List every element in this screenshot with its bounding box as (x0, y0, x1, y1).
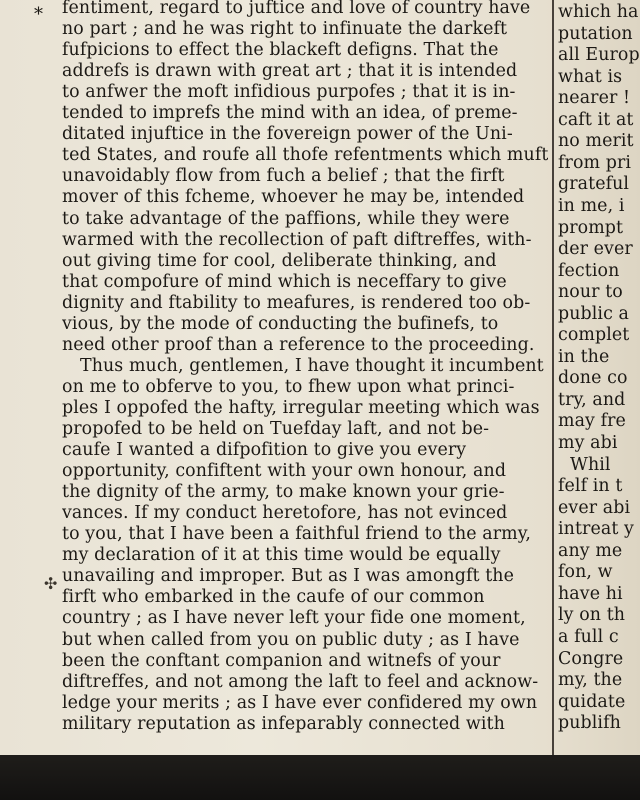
text-line: quidate (558, 691, 626, 712)
text-line: nour to (558, 282, 623, 303)
text-line: nearer ! (558, 88, 631, 109)
text-line: out giving time for cool, deliberate thinking, and (62, 250, 497, 271)
text-line: tended to imprefs the mind with an idea, of preme- (62, 103, 518, 124)
text-line: to take advantage of the paffions, while they were (62, 208, 510, 229)
text-line: dignity and ftability to meafures, is rendered too ob- (62, 292, 531, 313)
text-line: ditated injuftice in the fovereign power of the Uni- (62, 124, 513, 145)
asterisk-mark: * (34, 4, 43, 25)
text-line: der ever (558, 239, 633, 260)
text-line: opportunity, confiftent with your own honour, and (62, 461, 507, 482)
text-line: from pri (558, 152, 632, 173)
text-line: putation (558, 23, 633, 44)
text-line: caft it at (558, 109, 634, 130)
text-line: been the conftant companion and witnefs of your (62, 650, 501, 671)
column-divider (552, 0, 554, 755)
margin-ornament-icon: ✣ (44, 574, 58, 593)
text-line: warmed with the recollection of paft diftreffes, with- (62, 229, 532, 250)
text-line: public a (558, 303, 630, 324)
text-line: any me (558, 540, 623, 561)
text-line: my, the (558, 670, 623, 691)
text-line: ted States, and roufe all thofe refentments which muft (62, 145, 548, 166)
right-text-column (558, 0, 640, 755)
text-line: ples I oppofed the hafty, irregular meeting which was (62, 397, 540, 418)
text-line: complet (558, 325, 630, 346)
text-line: firft who embarked in the caufe of our common (62, 587, 485, 608)
text-line: intreat y (558, 519, 634, 540)
text-line: all Europ (558, 45, 640, 66)
text-line: to you, that I have been a faithful friend to the army, (62, 524, 532, 545)
text-line: fon, w (558, 562, 613, 583)
text-line: ledge your merits ; as I have ever confidered my own (62, 692, 538, 713)
text-line: have hi (558, 583, 623, 604)
text-line: felf in t (558, 476, 623, 497)
text-line: caufe I wanted a difpofition to give you every (62, 440, 467, 461)
text-line: Thus much, gentlemen, I have thought it incumbent (80, 355, 544, 376)
text-line: done co (558, 368, 628, 389)
text-line: what is (558, 66, 623, 87)
text-line: no merit (558, 131, 634, 152)
text-line: Whil (570, 454, 611, 475)
text-line: diftreffes, and not among the laft to feel and acknow- (62, 671, 539, 692)
text-line: no part ; and he was right to infinuate the darkeft (62, 19, 508, 40)
text-line: fection (558, 260, 620, 281)
text-line: vious, by the mode of conducting the bufinefs, to (62, 313, 499, 334)
text-line: but when called from you on public duty ; as I have (62, 629, 520, 650)
text-line: which ha (558, 2, 639, 22)
text-line: may fre (558, 411, 626, 432)
text-line: country ; as I have never left your fide one moment, (62, 608, 526, 629)
text-line: fufpicions to effect the blackeft defigns. That the (62, 40, 499, 61)
text-line: military reputation as infeparably connected with (62, 713, 505, 734)
text-line: addrefs is drawn with great art ; that it is intended (62, 61, 518, 82)
text-line: propofed to be held on Tuefday laft, and not be- (62, 419, 490, 439)
text-line: grateful (558, 174, 630, 195)
text-line: mover of this fcheme, whoever he may be, intended (62, 187, 525, 208)
text-line: the dignity of the army, to make known your grie- (62, 482, 505, 503)
text-line: vances. If my conduct heretofore, has not evinced (62, 503, 508, 524)
main-text-column (62, 0, 548, 755)
text-line: unavailing and improper. But as I was amongft the (62, 566, 515, 587)
text-line: a full c (558, 626, 619, 647)
text-line: that compofure of mind which is neceffary to give (62, 271, 507, 292)
text-line: in the (558, 346, 610, 367)
text-line: to anfwer the moft infidious purpofes ; that it is in- (62, 82, 516, 103)
text-line: prompt (558, 217, 624, 238)
text-line: in me, i (558, 195, 625, 216)
text-line: ly on th (558, 605, 626, 626)
text-line: try, and (558, 389, 626, 410)
text-line: publifh (558, 713, 621, 734)
text-line: on me to obferve to you, to fhew upon what princi- (62, 376, 515, 397)
scan-background-edge (0, 755, 640, 800)
text-line: fentiment, regard to juftice and love of country have (62, 0, 531, 18)
text-line: need other proof than a reference to the proceeding. (62, 334, 535, 355)
text-line: ever abi (558, 497, 631, 518)
text-line: Congre (558, 648, 624, 669)
text-line: my abi (558, 433, 618, 453)
text-line: unavoidably flow from fuch a belief ; that the firft (62, 166, 505, 187)
text-line: my declaration of it at this time would be equally (62, 545, 501, 566)
